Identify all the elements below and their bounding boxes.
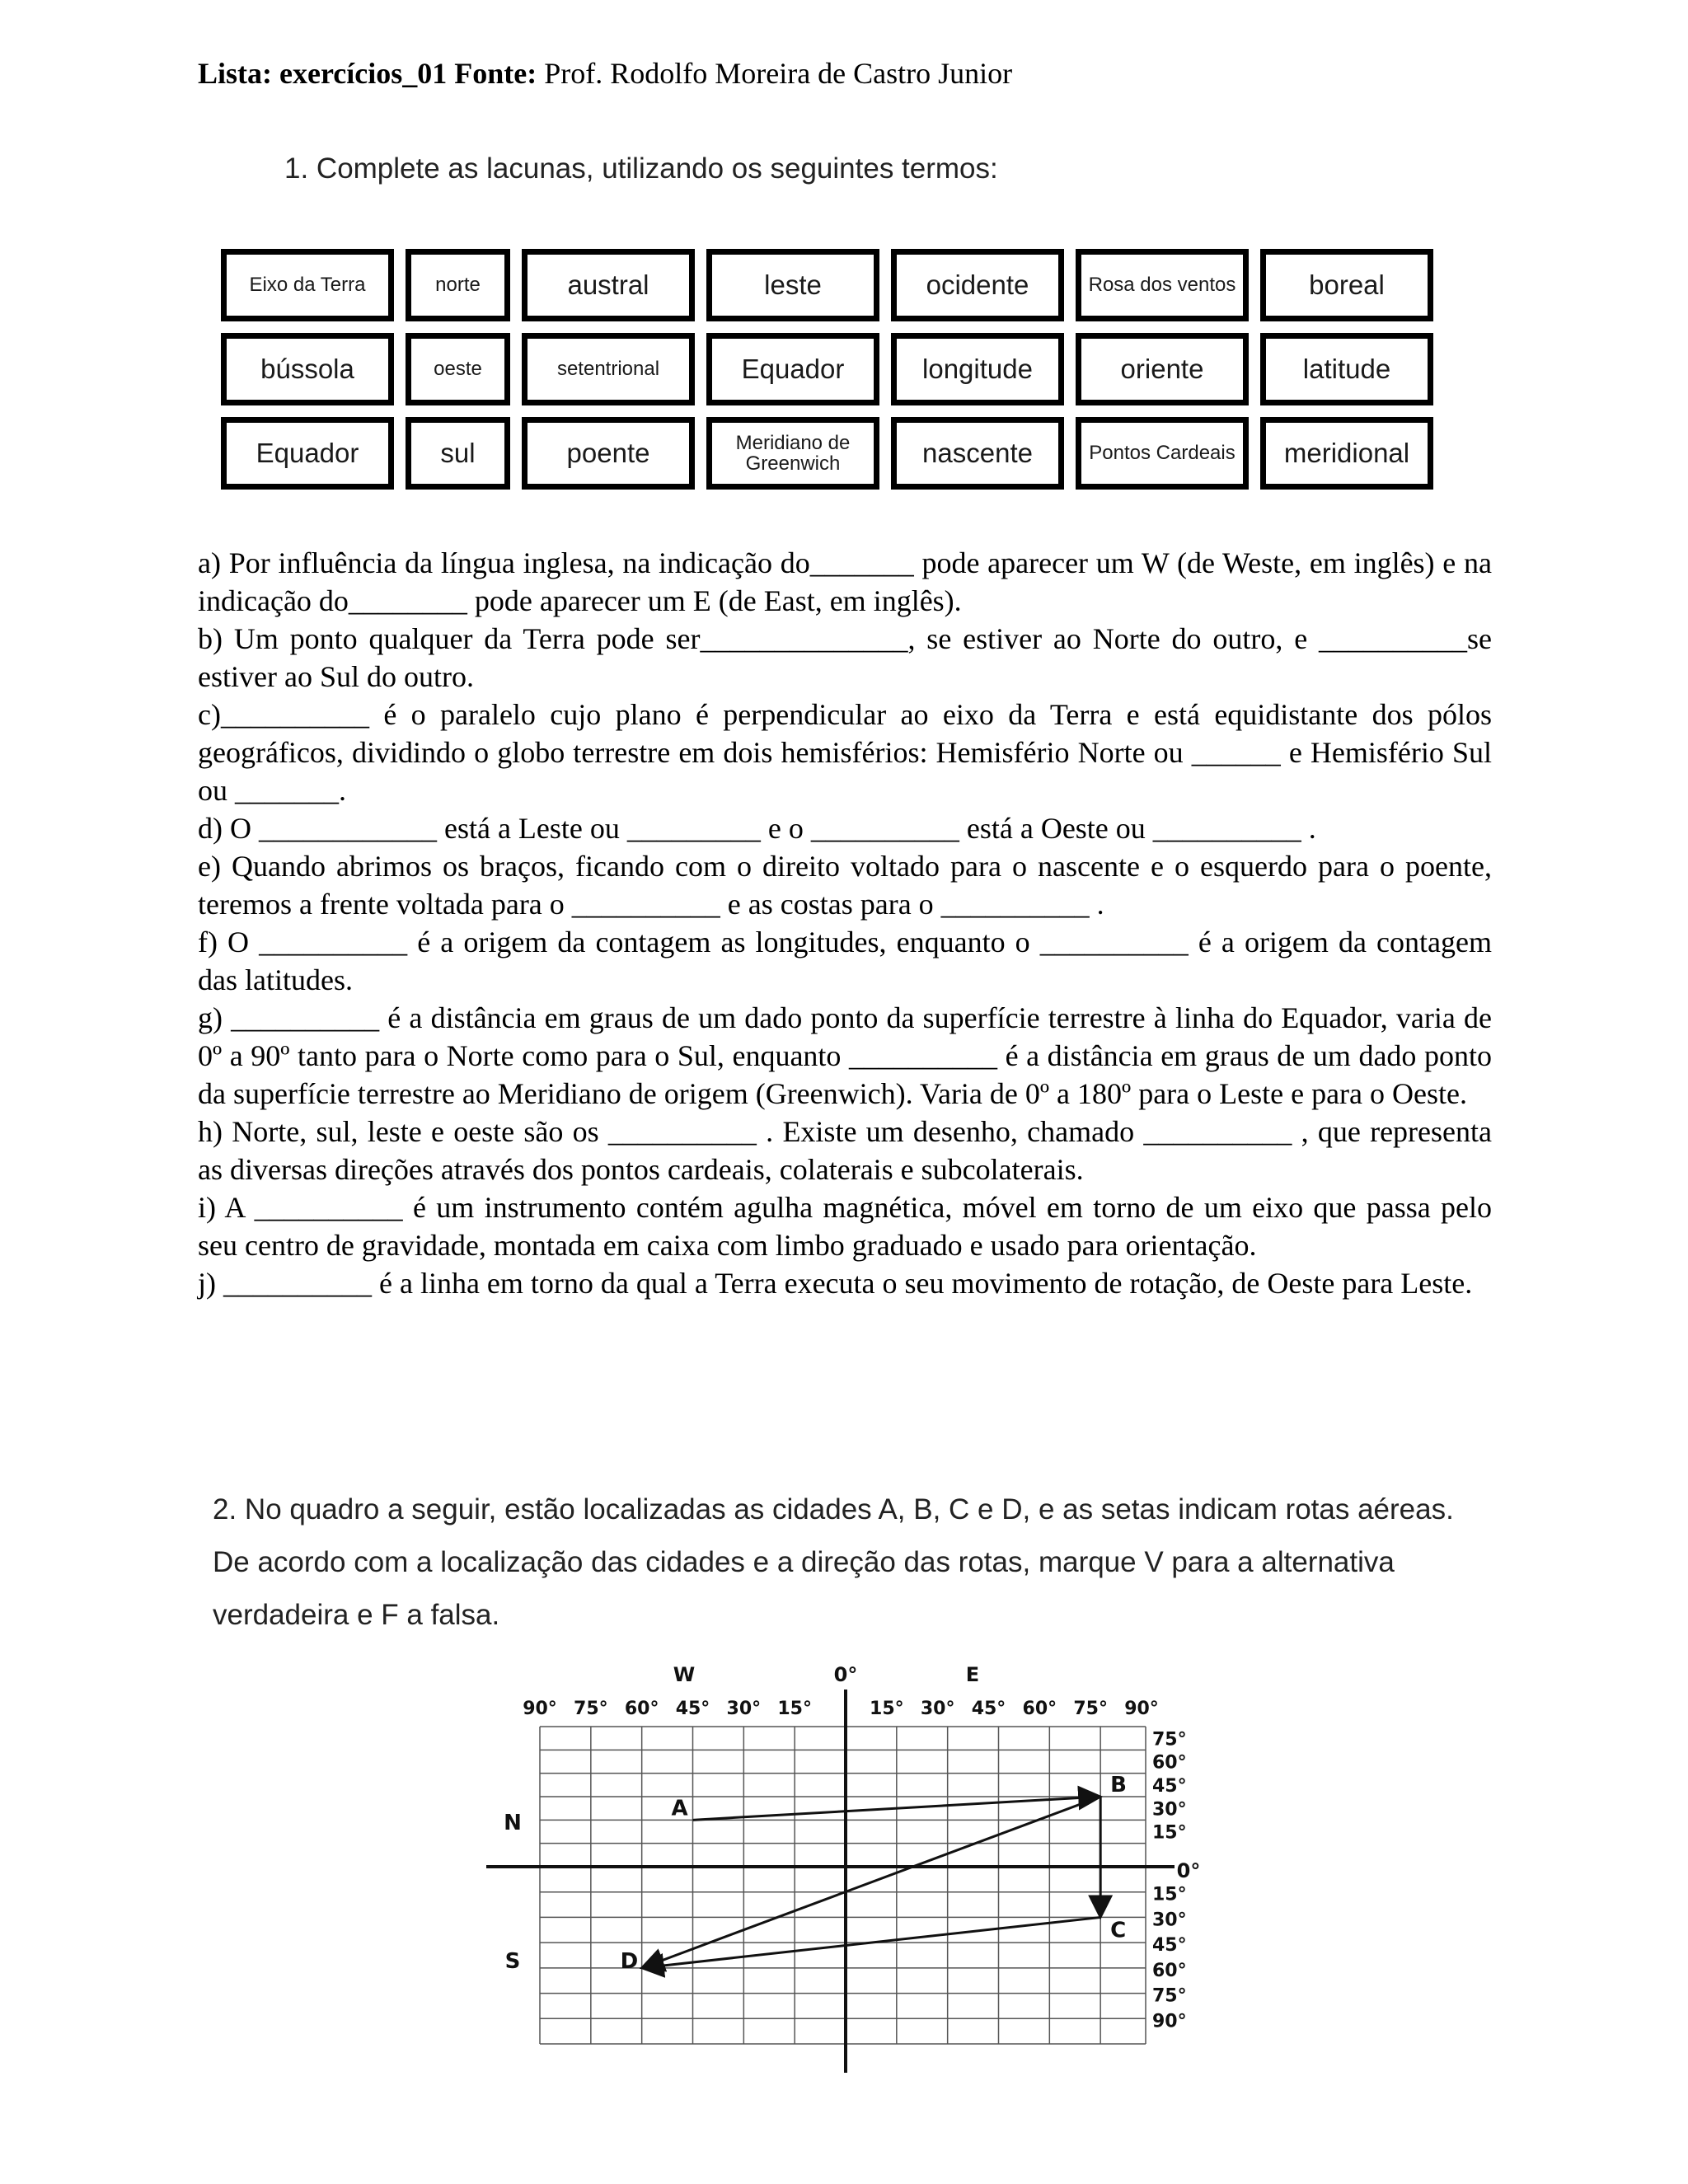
city-label-a: A (671, 1796, 688, 1821)
term-box: setentrional (522, 333, 695, 405)
term-box: Rosa dos ventos (1076, 249, 1249, 321)
lon-tick-label: 75° (1073, 1699, 1108, 1719)
term-box: Pontos Cardeais (1076, 417, 1249, 490)
term-box: leste (706, 249, 879, 321)
lat-tick-label: 75° (1152, 1729, 1187, 1750)
source-label: Fonte: (454, 57, 537, 90)
term-box: nascente (891, 417, 1064, 490)
coordinate-grid-map (486, 1657, 1212, 2077)
lat-tick-label: 45° (1152, 1935, 1187, 1957)
term-box: poente (522, 417, 695, 490)
term-box: bússola (221, 333, 394, 405)
question-item-j: j) __________ é a linha em torno da qual a Terra executa o seu movimento de rotação, de Oeste para Leste. (198, 1267, 1473, 1300)
lat-tick-label: 45° (1152, 1776, 1187, 1797)
lon-tick-label: 90° (523, 1699, 557, 1719)
term-box: Equador (221, 417, 394, 490)
zero-lon-label: 0° (833, 1663, 858, 1686)
term-box: ocidente (891, 249, 1064, 321)
term-box: meridional (1260, 417, 1433, 490)
lat-tick-label: 30° (1152, 1799, 1187, 1821)
lat-tick-label: 60° (1152, 1752, 1187, 1774)
lat-tick-label: 75° (1152, 1985, 1187, 2007)
question-item-e: e) Quando abrimos os braços, ficando com o direito voltado para o nascente e o esquerdo para o poente, teremos a frente voltada para o __________ e as costas para o __________ . (198, 850, 1492, 921)
term-box: Eixo da Terra (221, 249, 394, 321)
term-box: boreal (1260, 249, 1433, 321)
question-item-i: i) A __________ é um instrumento contém agulha magnética, móvel em torno de um eixo que passa pelo seu centro de gravidade, montada em caixa com limbo graduado e usado para orientação. (198, 1191, 1492, 1262)
zero-lat-label: 0° (1176, 1859, 1201, 1882)
grid-lines (486, 1690, 1175, 2073)
term-box: austral (522, 249, 695, 321)
lat-tick-label: 90° (1152, 2011, 1187, 2032)
term-box: longitude (891, 333, 1064, 405)
terms-grid (221, 249, 1433, 490)
question-item-c: c)__________ é o paralelo cujo plano é perpendicular ao eixo da Terra e está equidistante dos pólos geográficos, dividindo o globo terrestre em dois hemisférios: Hemisfério Norte ou ______ e Hemisfério Sul ou _______. (198, 698, 1492, 807)
term-box: latitude (1260, 333, 1433, 405)
north-label: N (504, 1811, 522, 1835)
tick-labels (504, 1663, 1200, 2032)
city-label-b: B (1110, 1773, 1127, 1797)
lon-tick-label: 45° (971, 1699, 1006, 1719)
dir-east-label: E (965, 1663, 980, 1686)
term-box: Meridiano de Greenwich (706, 417, 879, 490)
question-item-d: d) O ____________ está a Leste ou _________ e o __________ está a Oeste ou __________ . (198, 812, 1316, 845)
question-2-title: 2. No quadro a seguir, estão localizadas as cidades A, B, C e D, e as setas indicam rotas aéreas. De acordo com a localização das cidades e a direção das rotas, marque V para a alternativa verdadeira e F a falsa. (213, 1493, 1454, 1631)
lon-tick-label: 75° (574, 1699, 608, 1719)
lon-tick-label: 60° (1022, 1699, 1057, 1719)
term-box: sul (406, 417, 510, 490)
lon-tick-label: 45° (675, 1699, 710, 1719)
south-label: S (504, 1949, 521, 1974)
lat-tick-label: 60° (1152, 1960, 1187, 1981)
term-box: oeste (406, 333, 510, 405)
author-name: Prof. Rodolfo Moreira de Castro Junior (544, 57, 1013, 90)
list-label: Lista: exercícios_01 (198, 57, 448, 90)
lat-tick-label: 15° (1152, 1822, 1187, 1844)
term-box: norte (406, 249, 510, 321)
page-header (198, 56, 1012, 91)
lon-tick-label: 60° (624, 1699, 659, 1719)
question-item-f: f) O __________ é a origem da contagem as longitudes, enquanto o __________ é a origem da contagem das latitudes. (198, 926, 1492, 996)
dir-west-label: W (673, 1663, 696, 1686)
question-item-a: a) Por influência da língua inglesa, na indicação do_______ pode aparecer um W (de Weste, em inglês) e na indicação do________ pode aparecer um E (de East, em inglês). (198, 546, 1492, 617)
question-1-title: 1. Complete as lacunas, utilizando os seguintes termos: (284, 152, 998, 185)
city-label-d: D (620, 1948, 639, 1974)
question-item-b: b) Um ponto qualquer da Terra pode ser______________, se estiver ao Norte do outro, e __________se estiver ao Sul do outro. (198, 622, 1492, 693)
lon-tick-label: 30° (726, 1699, 762, 1719)
question-1-items (198, 544, 1492, 1302)
lat-tick-label: 15° (1152, 1884, 1187, 1905)
lat-tick-label: 30° (1152, 1910, 1187, 1931)
term-box: oriente (1076, 333, 1249, 405)
question-item-g: g) __________ é a distância em graus de um dado ponto da superfície terrestre à linha do Equador, varia de 0º a 90º tanto para o Norte como para o Sul, enquanto __________ é a distância em graus de um dado ponto da superfície terrestre ao Meridiano de origem (Greenwich). Varia de 0º a 180º para o Leste e para o Oeste. (198, 1001, 1492, 1110)
question-item-h: h) Norte, sul, leste e oeste são os __________ . Existe um desenho, chamado __________ , que representa as diversas direções através dos pontos cardeais, colaterais e subcolaterais. (198, 1115, 1492, 1186)
lon-tick-label: 90° (1124, 1699, 1159, 1719)
lon-tick-label: 15° (870, 1699, 904, 1719)
city-label-c: C (1110, 1918, 1127, 1943)
lon-tick-label: 15° (777, 1699, 812, 1719)
lon-tick-label: 30° (920, 1699, 955, 1719)
term-box: Equador (706, 333, 879, 405)
